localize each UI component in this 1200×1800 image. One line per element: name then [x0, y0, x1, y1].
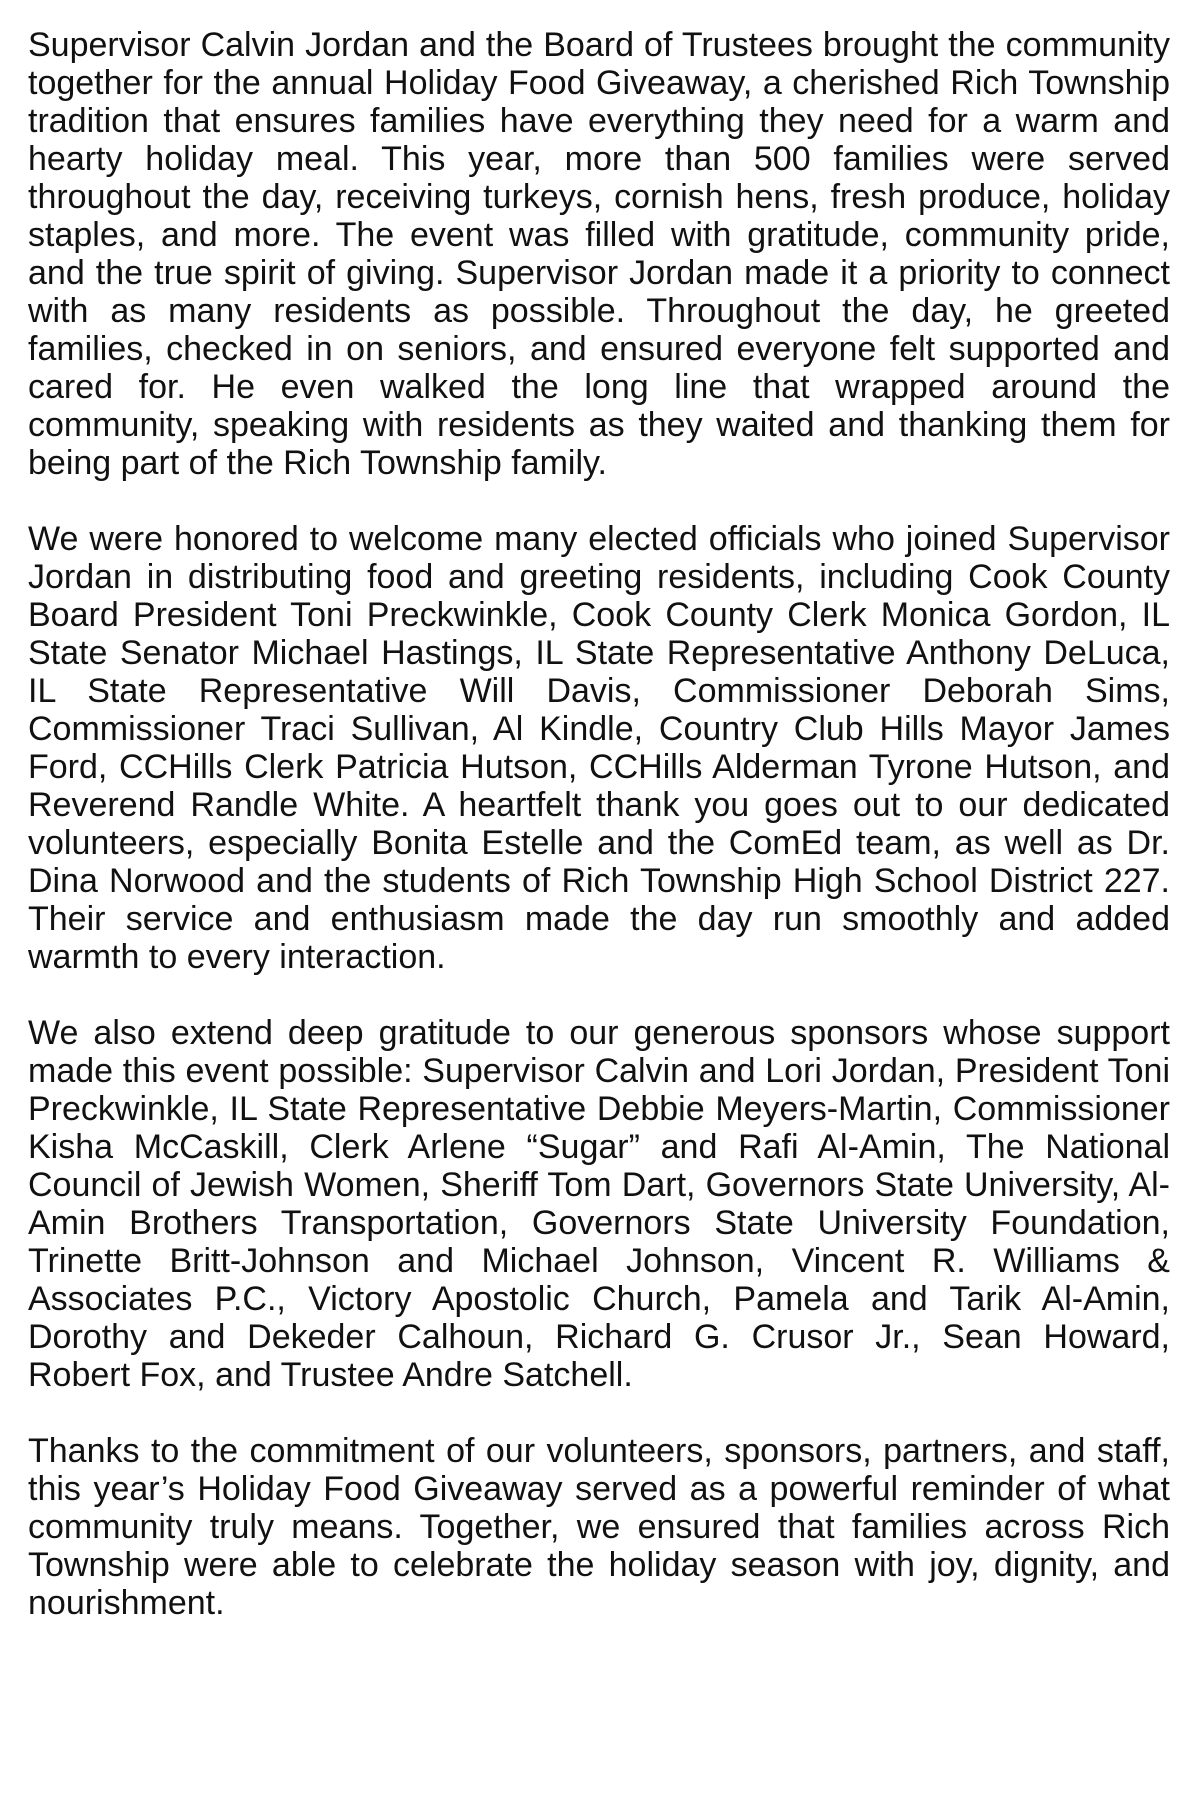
- paragraph-officials-volunteers: We were honored to welcome many elected officials who joined Supervisor Jordan in distributing food and greeting residents, including Cook County Board President Toni Preckwinkle, Cook County Clerk Monica Gordon, IL State Senator Michael Hastings, IL State Representative Anthony DeLuca, IL State Representative Will Davis, Commissioner Deborah Sims, Commissioner Traci Sullivan, Al Kindle, Country Club Hills Mayor James Ford, CCHills Clerk Patricia Hutson, CCHills Alderman Tyrone Hutson, and Reverend Randle White. A heartfelt thank you goes out to our dedicated volunteers, especially Bonita Estelle and the ComEd team, as well as Dr. Dina Norwood and the students of Rich Township High School District 227. Their service and enthusiasm made the day run smoothly and added warmth to every interaction.: [28, 520, 1170, 976]
- paragraph-sponsors: We also extend deep gratitude to our generous sponsors whose support made this event possible: Supervisor Calvin and Lori Jordan, President Toni Preckwinkle, IL State Representative Debbie Meyers-Martin, Commissioner Kisha McCaskill, Clerk Arlene “Sugar” and Rafi Al-Amin, The National Council of Jewish Women, Sheriff Tom Dart, Governors State University, Al-Amin Brothers Transportation, Governors State University Foundation, Trinette Britt-Johnson and Michael Johnson, Vincent R. Williams & Associates P.C., Victory Apostolic Church, Pamela and Tarik Al-Amin, Dorothy and Dekeder Calhoun, Richard G. Crusor Jr., Sean Howard, Robert Fox, and Trustee Andre Satchell.: [28, 1014, 1170, 1394]
- paragraph-closing: Thanks to the commitment of our volunteers, sponsors, partners, and staff, this year’s Holiday Food Giveaway served as a powerful reminder of what community truly means. Together, we ensured that families across Rich Township were able to celebrate the holiday season with joy, dignity, and nourishment.: [28, 1432, 1170, 1622]
- paragraph-event-summary: Supervisor Calvin Jordan and the Board of Trustees brought the community together for the annual Holiday Food Giveaway, a cherished Rich Township tradition that ensures families have everything they need for a warm and hearty holiday meal. This year, more than 500 families were served throughout the day, receiving turkeys, cornish hens, fresh produce, holiday staples, and more. The event was filled with gratitude, community pride, and the true spirit of giving. Supervisor Jordan made it a priority to connect with as many residents as possible. Throughout the day, he greeted families, checked in on seniors, and ensured everyone felt supported and cared for. He even walked the long line that wrapped around the community, speaking with residents as they waited and thanking them for being part of the Rich Township family.: [28, 26, 1170, 482]
- article-body: [28, 26, 1170, 1622]
